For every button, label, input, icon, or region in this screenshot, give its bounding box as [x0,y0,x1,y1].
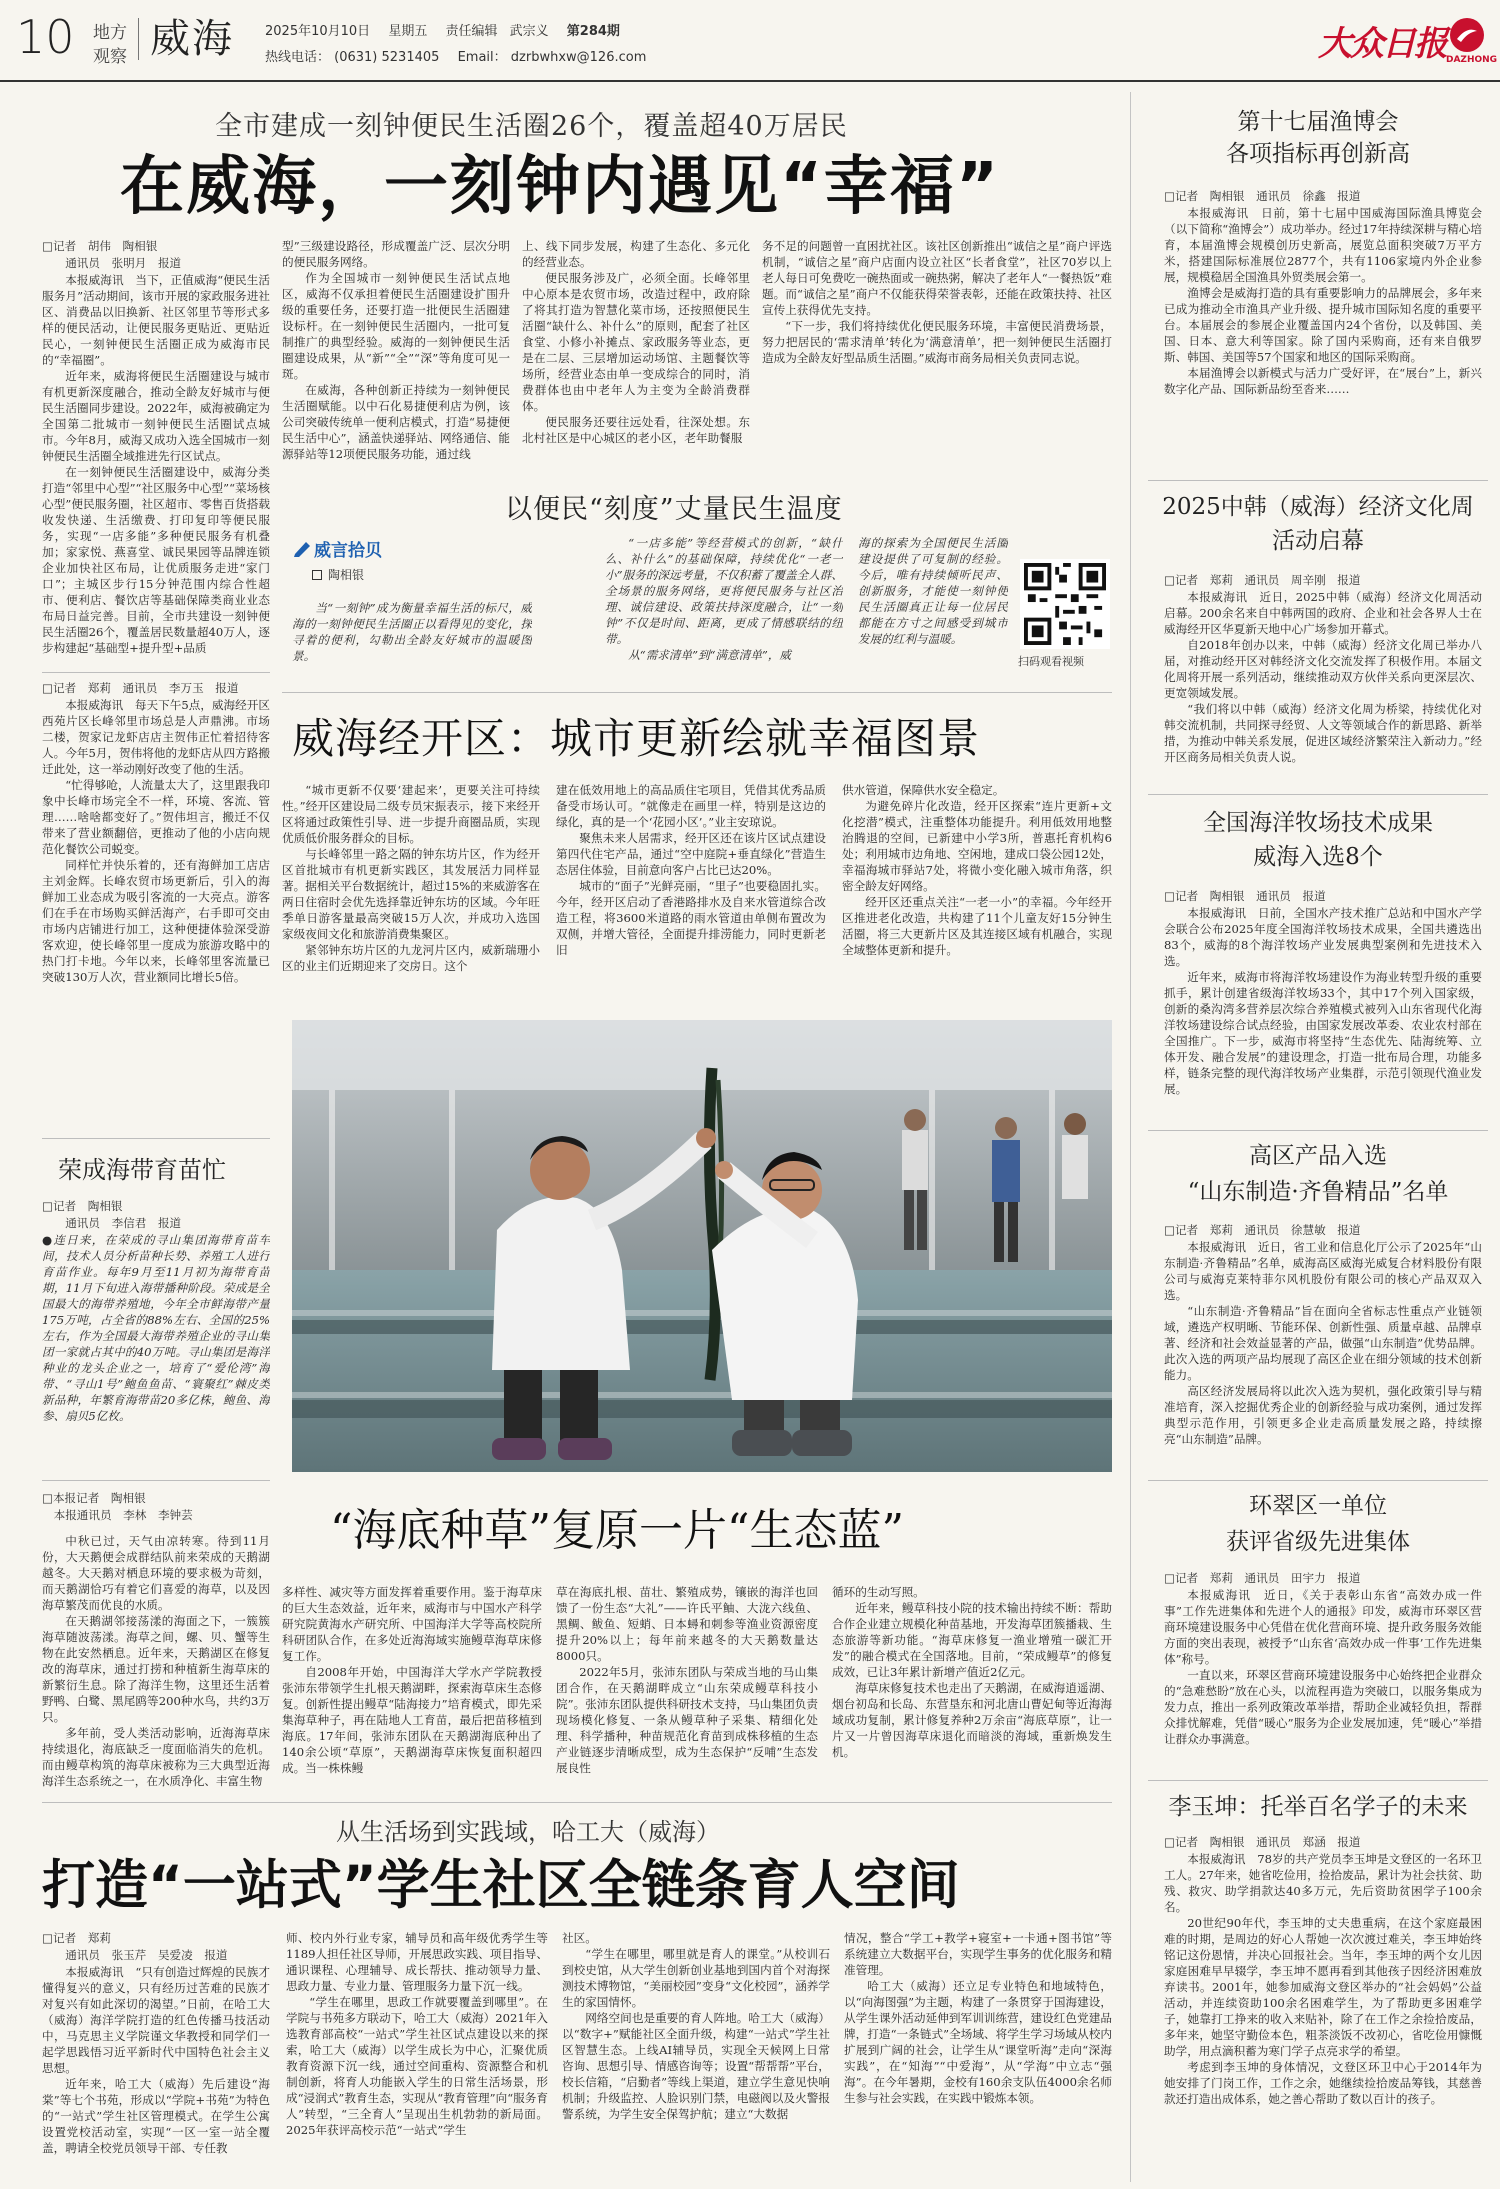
feature4-col2 [562,1930,830,2180]
right-art2-title2: 活动启幕 [1272,528,1364,554]
right-art5-title1: 环翠区一单位 [1249,1493,1387,1519]
column-divider [1130,92,1131,2182]
lead-col1 [42,238,270,668]
lead-headline: 在威海，一刻钟内遇见“幸福” [120,150,1001,224]
right-article-2 [1148,490,1488,790]
paragraph: 近年来，威海市将海洋牧场建设作为海业转型升级的重要抓手，累计创建省级海洋牧场33个，其中17个列入国家级，创新的桑沟湾多营养层次综合养殖模式被列入山东省现代化海洋牧场建设综合试点经验，由国家发展改革委、农业农村部在全国推广。下一步，威海市将坚持“生态优先、陆海统筹、立体开发、融合发展”的建设理念，打造一批布局合理，功能多样，链条完整的现代海洋牧场产业集群，示范引领现代渔业发展。 [1164,970,1482,1096]
paragraph: 与长峰邻里一路之隔的钟东坊片区，作为经开区首批城市有机更新实践区，其发展活力同样显著。据相关平台数据统计，超过15%的来威游客在两日住宿时会优先选择靠近钟东坊的区域。今年旺季单日游客量最高突破15万人次，并成功入选国家级夜间文化和旅游消费集聚区。 [282,847,540,941]
feature3-col2 [556,1584,818,1792]
lead-col3 [522,238,750,470]
paragraph: 近年来，威海将便民生活圈建设与城市有机更新深度融合，推动全龄友好城市与便民生活圈同步建设。2022年，威海被确定为全国第二批城市一刻钟便民生活圈试点城市。今年8月，威海又成功入选全国城市一刻钟便民生活圈全域推进先行区试点。 [42,369,270,463]
paragraph: 在天鹅湖邻接荡漾的海面之下，一簇簇海草随波荡漾。海草之间，螺、贝、蟹等生物在此安然栖息。近年来，天鹅湖区在修复改的海草床，通过打捞和种植新生海草床的新繁衍生息。除了海洋生物，这里还生活着野鸭、白鹭、黑尾鸥等200种水鸟，共约3万只。 [42,1614,270,1724]
feature4-kicker: 从生活场到实践域，哈工大（威海） [336,1818,720,1846]
right-art3-body [1164,905,1482,1097]
feature2-col2 [556,782,826,1008]
lead-col2 [282,238,510,470]
qr-code-icon [1024,563,1106,645]
paragraph: 在威海，各种创新正持续为一刻钟便民生活圈赋能。以中石化易捷便利店为例，该公司突破传统单一便利店模式，打造“易捷便民生活中心”，涵盖快递驿站、网络通信、能源驿站等12项便民服务功能，通过线 [282,383,510,461]
paragraph: 本报威海讯 日前，第十七届中国威海国际渔具博览会（以下简称“渔博会”）成功举办。经过17年持续深耕与精心培育，本届渔博会规模创历史新高，展览总面积突破7万平方米，搭建国际标准展位2877个，共有1106家境内外企业参展，规模稳居全国渔具外贸类展会第一。 [1164,206,1482,284]
paragraph: “一店多能”等经营模式的创新，“缺什么、补什么”的基础保障，持续优化“一老一小”服务的深远考量，不仅积蓄了覆盖全人群、全场景的服务网络，更将便民服务与社区治理、诚信建设、政策扶持深度融合，让“一刻钟”不仅是时间、距离，更成了情感联结的纽带。 [605,536,843,646]
logo-sub: DAZHONG [1446,55,1498,65]
feature3-col0-body [42,1533,270,1789]
left-article3 [42,1198,270,1446]
right-art2-title1: 2025中韩（威海）经济文化周 [1162,494,1474,520]
paragraph: 本报威海讯 近日，《关于表彰山东省“高效办成一件事”工作先进集体和先进个人的通报》印发，威海市环翠区营商环境建设服务中心凭借在优化营商环境、提升政务服务效能方面的突出表现，被授予“山东省‘高效办成一件事’工作先进集体”称号。 [1164,1588,1482,1666]
paragraph: 城市的“面子”光鲜亮丽，“里子”也要稳固扎实。今年，经开区启动了香港路排水及自来水管道综合改造工程，将3600米道路的雨水管道由单侧布置改为双侧，并增大管径，全面提升排涝能力，同时更新老旧 [556,879,826,957]
feature-photo [292,1020,1112,1472]
paragraph: 20世纪90年代，李玉坤的丈夫患重病，在这个家庭最困难的时期，是周边的好心人帮她一次次渡过难关，李玉坤始终铭记这份恩情，并决心回报社会。当年，李玉坤的两个女儿因家庭困难早早辍学，李玉坤不愿再看到其他孩子因经济困难放弃读书。2001年，她参加威海文登区举办的“社会妈妈”公益活动，并连续资助100余名困难学生，为了帮助更多困难学子，她靠打工挣来的收入来贴补，除了在工作之余捡拾废品，多年来，她坚守勤俭本色，粗茶淡饭不改初心，省吃俭用慷慨助学，用点滴积蓄为寒门学子点亮求学的希望。 [1164,1916,1482,2058]
email: dzrbwhxw@126.com [510,50,647,65]
paragraph: 哈工大（威海）还立足专业特色和地域特色，以“向海图强”为主题，构建了一条贯穿于国海建设，从学生课外活动延伸到军训训练营，建设红色党建品牌，打造“一条链式”全场域、将学生学习场域从校内扩展到广阔的社会，让学生从“课堂听海”走向“深海实践”，在“知海”“中爱海”，从“学海”中立志“强海”。在今年暑期，金校有160余支队伍4000余名师生参与社会实践，在实践中锻炼本领。 [844,1979,1112,2105]
logo-emblem-icon [1450,18,1484,52]
masthead [0,0,1500,86]
paragraph: 多样性、减灾等方面发挥着重要作用。鉴于海草床的巨大生态效益，近年来，威海市与中国水产科学研究院黄海水产研究所、中国海洋大学等高校院所科研团队合作，在多处近海海域实施鳗草海草床修复工作。 [282,1585,542,1663]
right-art3-title2: 威海入选8个 [1253,844,1383,870]
paragraph: 为避免碎片化改造，经开区探索“连片更新+文化挖潜”模式，注重整体功能提升。利用低效用地整治腾退的空间，已新建中小学3所，普惠托育机构6处；利用城市边角地、空闲地，建成口袋公园12处，幸福海城市驿站7处，将微小变化融入城市角落，织密全龄友好网络。 [842,799,1112,893]
paragraph: 渔博会是威海打造的具有重要影响力的品牌展会，多年来已成为推动全市渔具产业升级、提升城市国际知名度的重要平台。本届展会的参展企业覆盖国内24个省份，以及韩国、美国、日本、意大利等国家。除了国内采购商，还有来自俄罗斯、韩国、美国等57个国家和地区的国际采购商。 [1164,286,1482,364]
header-editor: 武宗义 [509,24,549,39]
left-article3-byline1: □记者 陶相银 [42,1199,123,1213]
commentary-col1 [292,600,532,690]
author-square-icon [312,570,322,580]
right-art4-byline: □记者 郑莉 通讯员 徐慧敏 报道 [1164,1223,1361,1237]
paragraph: 多年前，受人类活动影响，近海海草床持续退化，海底缺乏一度面临消失的危机。而由鳗草构筑的海草床被称为三大典型近海海洋生态系统之一，在水质净化、丰富生物 [42,1726,270,1788]
paragraph: 近年来，鳗草科技小院的技术输出持续不断：帮助合作企业建立规模化种苗基地，开发海草团簇播栽、生态旅游等新功能。“海草床修复一渔业增殖一碳汇开发”的融合模式在全国落地。目前，“荣成鳗草”的修复成效，已让3年累计新增产值近2亿元。 [832,1601,1112,1679]
right-art4-body [1164,1239,1482,1447]
paragraph: 考虑到李玉坤的身体情况，文登区环卫中心于2014年为她安排了门岗工作，工作之余，她继续捡拾废品筹钱，其慈善款还打造出成体系，她之善心帮助了数以百计的孩子。 [1164,2060,1482,2106]
lead-col4 [762,238,1112,470]
paragraph: “学生在哪里，哪里就是育人的课堂。”从校训石到校史馆，从大学生创新创业基地到国内首个对海探测技术博物馆，“美丽校园”变身“文化校园”，涵养学生的家国情怀。 [562,1947,830,2009]
feature4-col0 [42,1930,270,2180]
paragraph: 本报威海讯 78岁的共产党员李玉坤是文登区的一名环卫工人。27年来，她省吃俭用，捡拾废品，累计为社会扶贫、助残、救灾、助学捐款达40多万元，先后资助贫困学子100余名。 [1164,1852,1482,1914]
hotline-label: 热线电话： [265,50,331,65]
feature3-byline1: □本报记者 陶相银 [42,1491,146,1505]
feature4-byline2: 通讯员 张玉芹 吴爱凌 报道 [65,1948,228,1962]
commentary-column-name: 威言拾贝 [314,541,382,561]
right-art5-body [1164,1587,1482,1747]
left-article3-title: 荣成海带育苗忙 [58,1156,226,1184]
lead-byline2: 通讯员 张明月 报道 [65,256,182,270]
paragraph: 本报威海讯 每天下午5点，威海经开区西苑片区长峰邻里市场总是人声鼎沸。市场二楼，贺家记龙虾店店主贺伟正忙着招待客人。今年5月，贺伟将他的龙虾店从四方路搬迁此处，这一举动刚好改变了他的生活。 [42,698,270,776]
pen-icon [292,538,314,562]
left-article2-byline: □记者 郑莉 通讯员 李万玉 报道 [42,681,239,695]
right-rule-2 [1148,794,1488,795]
paragraph: 师、校内外行业专家，辅导员和高年级优秀学生等1189人担任社区导师，开展思政实践、项目指导、通识课程、心理辅导、成长帮扶、推动领导力量、思政力量、专业力量、管理服务力量下沉一线。 [286,1931,548,1993]
right-art6-title: 李玉坤：托举百名学子的未来 [1168,1794,1468,1820]
right-article-6 [1148,1788,1488,2182]
qr-caption: 扫码观看视频 [1018,655,1084,668]
section-divider [138,18,139,60]
right-art4-title1: 高区产品入选 [1249,1143,1387,1169]
right-article-3 [1148,806,1488,1136]
paragraph: “城市更新不仅要‘建起来’，更要关注可持续性。”经开区建设局二级专员宋振表示，接下来经开区将通过政策性引导、进一步提升商圈品质，实现优质低价服务群众的目标。 [282,783,540,845]
paragraph: 聚焦未来人居需求，经开区还在该片区试点建设第四代住宅产品，通过“空中庭院+垂直绿化”营造生态居住体验，目前意向客户占比已达20%。 [556,831,826,877]
paragraph: 务不足的问题曾一直困扰社区。该社区创新推出“诚信之星”商户评选机制，“诚信之星”商户店面内设立社区“长者食堂”，社区70岁以上老人每日可免费吃一碗热面或一碗热粥，解决了老年人“一餐热饭”难题。而“诚信之星”商户不仅能获得荣誉表彰，还能在政策扶持、社区宣传上获得优先支持。 [762,239,1112,317]
paragraph: 社区。 [562,1931,597,1945]
header-meta [265,20,620,39]
qr-code[interactable] [1020,559,1110,649]
right-rule-1 [1148,480,1488,481]
paragraph: 从“需求清单”到“满意清单”，威 [628,648,792,662]
rule-under-commentary [282,692,1112,693]
right-art4-title2: “山东制造·齐鲁精品”名单 [1187,1179,1449,1205]
paragraph: 海草床修复技术也走出了天鹅湖，在威海逍遥湖、烟台初岛和长岛、东营垦东和河北唐山曹妃甸等近海海域成功复制，累计修复养种2万余亩“海底草原”，让一片又一片曾因海草床退化而暗淡的海域，重新焕发生机。 [832,1681,1112,1759]
lead-col1-body [42,272,270,656]
feature3-col0 [42,1490,270,1792]
right-art6-byline: □记者 陶相银 通讯员 郑涵 报道 [1164,1835,1361,1849]
left-article2 [42,680,270,1010]
page-number: 10 [16,10,75,64]
paragraph: 情况，整合“学工+教学+寝室+一卡通+图书馆”等系统建立大数据平台，实现学生事务的优化服务和精准管理。 [844,1931,1112,1977]
seagrass-lab-photo [292,1020,1112,1472]
paragraph: 作为全国城市一刻钟便民生活试点地区，威海不仅承担着便民生活圈建设扩围升级的重要任务，还要打造一批便民生活圈建设标杆。在一刻钟便民生活圈内，一批可复制推广的典型经验。威海的一刻钟便民生活圈建设成果，从“新”“全”“深”等角度可见一斑。 [282,271,510,381]
header-editor-label: 责任编辑 [445,24,498,39]
paragraph: 本报威海讯 日前，全国水产技术推广总站和中国水产学会联合公布2025年度全国海洋牧场技术成果，全国共遴选出83个，威海的8个海洋牧场产业发展典型案例和先进技术入选。 [1164,906,1482,968]
paragraph: 经开区还重点关注“一老一小”的幸福。今年经开区推进老化改造，共构建了11个儿童友好15分钟生活圈，将三大更新片区及其连接区域有机融合，实现全域整体更新和提升。 [842,895,1112,957]
paragraph: 海的探索为全国便民生活圈建设提供了可复制的经验。今后，唯有持续倾听民声、创新服务，才能使一刻钟便民生活圈真正让每一位居民都能在方寸之间感受到城市发展的红利与温暖。 [858,536,1008,646]
feature3-byline2: 本报通讯员 李林 李钟芸 [53,1508,193,1522]
right-rule-3 [1148,1130,1488,1131]
right-article-1 [1148,106,1488,476]
commentary-author: 陶相银 [328,568,365,582]
paragraph: “我们将以中韩（威海）经济文化周为桥梁，持续优化对韩交流机制，共同探寻经贸、人文等领域合作的新思路、新举措，为推动中韩关系发展，促进区域经济繁荣注入新动力。”经开区商务局相关负责人说。 [1164,702,1482,764]
email-label: Email： [457,50,507,65]
paragraph: 建在低效用地上的高品质住宅项目，凭借其优秀品质备受市场认可。“就像走在画里一样，特别是这边的绿化，真的是一个‘花园小区’。”业主安琼说。 [556,783,826,829]
paragraph: “下一步，我们将持续优化便民服务环境，丰富便民消费场景，努力把居民的‘需求清单’转化为‘满意清单’，把一刻钟便民生活圈打造成为全龄友好型品质生活圈。”威海市商务局相关负责同志说。 [762,319,1112,365]
rule-left-article3 [42,1138,270,1139]
commentary-col3 [858,535,1008,690]
right-art3-title1: 全国海洋牧场技术成果 [1203,810,1433,836]
paragraph: 型”三级建设路径，形成覆盖广泛、层次分明的便民服务网络。 [282,239,510,269]
hotline: (0631) 5231405 [334,50,440,65]
paragraph: 自2008年开始，中国海洋大学水产学院教授张沛东带领学生扎根天鹅湖畔，探索海草床生态修复。创新性提出鳗草“陆海接力”培育模式，即先采集海草种子，再在陆地人工育苗，最后把苗移植到海底。17年间，张沛东团队在天鹅湖海底种出了140余公顷“草原”，天鹅湖海草床恢复面积超四成。当一株株鳗 [282,1665,542,1775]
lead-kicker: 全市建成一刻钟便民生活圈26个，覆盖超40万居民 [215,111,848,142]
rule-left-article2 [42,672,270,673]
commentary-col2 [605,535,843,690]
header-issue: 第284期 [566,24,620,39]
paragraph: 循环的生动写照。 [832,1585,925,1599]
paragraph: 上、线下同步发展，构建了生态化、多元化的经营业态。 [522,239,750,269]
feature4-col0-body [42,1964,270,2156]
paragraph: 本届渔博会以新模式与活力广受好评，在“展台”上，新兴数字化产品、国际新品纷至沓来…… [1164,366,1482,396]
feature3-headline: “海底种草”复原一片“生态蓝” [330,1505,904,1556]
header-date: 2025年10月10日 [265,24,371,39]
right-art3-byline: □记者 陶相银 通讯员 报道 [1164,889,1326,903]
section-line2: 观察 [93,47,127,67]
paragraph: 近年来，哈工大（威海）先后建设“海棠”等七个书苑，形成以“学院+书苑”为特色的“一站式”学生社区管理模式。在学生公寓设置党校活动室，实现“一区一室一站全覆盖，聘请全校党员领导干部、专任教 [42,2077,270,2155]
left-article3-byline2: 通讯员 李信君 报道 [65,1216,182,1230]
newspaper-logo [1318,14,1498,72]
commentary-title: 以便民“刻度”丈量民生温度 [505,494,843,525]
paragraph: 自2018年创办以来，中韩（威海）经济文化周已举办八届，对推动经开区对韩经济文化交流发挥了积极作用。本届文化周将开展一系列活动，继续推动双方伙伴关系向更深层次、更宽领域发展。 [1164,638,1482,700]
right-art5-title2: 获评省级先进集体 [1226,1529,1410,1555]
right-art1-title1: 第十七届渔博会 [1237,109,1399,135]
paragraph: 同样忙并快乐着的，还有海鲜加工店店主刘金辉。长峰农贸市场更新后，引入的海鲜加工业态成为吸引客流的一大亮点。游客们在手在市场购买鲜活海产，右手即可交由市场内店铺进行加工，这种便捷体验深受游客欢迎，使长峰邻里一度成为旅游攻略中的热门打卡地。今年以来，长峰邻里客流量已突破130万人次，营业额同比增长5倍。 [42,858,270,984]
paragraph: 草在海底扎根、苗壮、繁殖成势，镶嵌的海洋也回馈了一份生态“大礼”——许氏平鲉、大泷六线鱼、黑鲷、鲅鱼、短蛸、日本蟳和刺参等渔业资源密度提升20%以上；每年前来越冬的大天鹅数量达8000只。 [556,1585,818,1663]
right-art6-body [1164,1851,1482,2107]
right-art1-body [1164,205,1482,397]
feature4-headline: 打造“一站式”学生社区全链条育人空间 [42,1855,960,1916]
header-contact [265,46,646,65]
header-weekday: 星期五 [388,24,428,39]
paragraph: 2022年5月，张沛东团队与荣成当地的马山集团合作，在天鹅湖畔成立“山东荣成鳗草科技小院”。张沛东团队提供科研技术支持，马山集团负责现场模化修复、一条从鳗草种子采集、精细化处理、科学播种，种苗规范化育苗到成株移植的生态产业链逐步清晰成型，成为生态保护“反哺”生态发展良性 [556,1665,818,1775]
paragraph: 本报威海讯 近日，省工业和信息化厅公示了2025年“山东制造·齐鲁精品”名单，威海高区威海光威复合材料股份有限公司与威海克莱特菲尔风机股份有限公司的核心产品双双入选。 [1164,1240,1482,1302]
paragraph: 本报威海讯 当下，正值威海“便民生活服务月”活动期间，该市开展的家政服务进社区、消费品以旧换新、社区邻里节等形式多样的便民活动，让便民服务更贴近、更贴近民心，一刻钟便民生活圈正成为威海市民的“幸福圈”。 [42,273,270,367]
paragraph: 中秋已过，天气由凉转寒。待到11月份，大天鹅便会成群结队前来荣成的天鹅湖越冬。大天鹅对栖息环境的要求极为苛刻，而天鹅湖恰巧有着它们喜爱的海草，以及因海草繁茂而优良的水质。 [42,1534,270,1612]
right-rule-5 [1148,1780,1488,1781]
left-article3-body: ●连日来，在荣成的寻山集团海带育苗车间，技术人员分析苗种长势、养殖工人进行育苗作业。每年9月至11月初为海带育苗期，11月下旬进入海带播种阶段。荣成是全国最大的海带养殖地，今年全市鲜海带产量175万吨，占全省的88%左右、全国的25%左右，作为全国最大海带养殖企业的寻山集团一家就占其中的40万吨。寻山集团是海洋种业的龙头企业之一，培育了“爱伦湾”海带、“寻山1号”鲍鱼鱼苗、“寰聚红”棘皮类新品种，年繁育海带苗20多亿株，鲍鱼、海参、扇贝5亿枚。 [42,1233,270,1423]
rule-feature3 [42,1480,270,1481]
paragraph: 一直以来，环翠区营商环境建设服务中心始终把企业群众的“急难愁盼”放在心头，以流程再造为突破口，以服务集成为发力点，推出一系列政策改革举措，帮助企业减轻负担，帮群众排忧解难，凭借“暖心”服务为企业发展加速，凭“暖心”举措让群众办事满意。 [1164,1668,1482,1746]
right-art1-title2: 各项指标再创新高 [1226,141,1410,167]
paragraph: 当“一刻钟”成为衡量幸福生活的标尺，威海的一刻钟便民生活圈正以看得见的变化，探寻着的便利，勾勒出全龄友好城市的温暖图景。 [292,601,532,663]
feature3-col3 [832,1584,1112,1792]
left-article2-body [42,697,270,985]
logo-text: 大众日报 [1318,24,1446,64]
paragraph: 本报威海讯 “只有创造过辉煌的民族才懂得复兴的意义，只有经历过苦难的民族才对复兴有如此深切的渴望。”日前，在哈工大（威海）海洋学院打造的红色传播马技活动中，马克思主义学院谨文华教授和同学们一起学思践悟习近平新时代中国特色社会主义思想。 [42,1965,270,2075]
right-article-4 [1148,1138,1488,1478]
paragraph: 便民服务还要往远处看，往深处想。东北村社区是中心城区的老小区，老年助餐服 [522,415,750,445]
right-art2-body [1164,589,1482,765]
paragraph: 紧邻钟东坊片区的九龙河片区内，威新瑞珊小区的业主们近期迎来了交房日。这个 [282,943,540,973]
feature4-col1 [286,1930,548,2180]
paragraph: “学生在哪里，思政工作就要覆盖到哪里”。在学院与书苑多方联动下，哈工大（威海）2021年入选教育部高校“一站式”学生社区试点建设以来的探索，哈工大（威海）以学生成长为中心，汇聚优质教育资源下沉一线，通过空间重构、资源整合和机制创新，将育人功能嵌入学生的日常生活场景，形成“浸润式”教育生态，实现从“教育管理”向“服务育人”转型，“三全育人”呈现出生机勃勃的新局面。2025年获评高校示范“一站式”学生 [286,1995,548,2137]
feature3-col1 [282,1584,542,1792]
paragraph: “忙得够呛，人流量太大了，这里跟我印象中长峰市场完全不一样，环境、客流、管理……啥啥都变好了。”贺伟坦言，搬迁不仅带来了营业额翻倍，更推动了他的小店向规范化餐饮公司蜕变。 [42,778,270,856]
lead-byline1: □记者 胡伟 陶相银 [42,239,158,253]
right-art2-byline: □记者 郑莉 通讯员 周辛刚 报道 [1164,573,1361,587]
right-article-5 [1148,1488,1488,1778]
feature2-col1 [282,782,540,1008]
paragraph: 网络空间也是重要的育人阵地。哈工大（威海）以“数字+”赋能社区全面升级，构建“一站式”学生社区智慧生态。上线AI辅导员，实现全天候网上日常咨询、思想引导、情感咨询等；设置“帮帮帮”平台，校长信箱，“启勤者”等线上渠道，建立学生意见快响机制；升级监控、人脸识别门禁，电磁阀以及火警报警系统，为学生安全保驾护航；建立“大数据 [562,2011,830,2121]
section-name: 威海 [150,16,234,62]
feature2-col3 [842,782,1112,1008]
paragraph: 供水管道，保障供水安全稳定。 [842,783,1005,797]
section-line1: 地方 [93,23,127,43]
feature4-byline1: □记者 郑莉 [42,1931,111,1945]
rule-feature4 [42,1802,1112,1803]
paragraph: 在一刻钟便民生活圈建设中，威海分类打造“邻里中心型”“社区服务中心型”“菜场核心型”便民服务圈，社区超市、零售百货搭载收发快递、生活缴费、打印复印等便民服务，实现“一店多能”多种便民服务有机叠加；家家悦、燕喜堂、诚民果园等品牌连锁企业加快社区布局，让优质服务走进“家门口”；主城区步行15分钟范围内综合性超市、便利店、餐饮店等基础保障类商业业态布局日益完善。目前，全市共建设一刻钟便民生活圈26个，覆盖居民数量超40万人，逐步构建起“基础型+提升型+品质 [42,465,270,655]
paragraph: “山东制造·齐鲁精品”旨在面向全省标志性重点产业链领域，遴选产权明晰、节能环保、创新性强、质量卓越、品牌卓著、经济和社会效益显著的产品，做强“山东制造”优势品牌。此次入选的两项产品均展现了高区企业在细分领域的技术创新能力。 [1164,1304,1482,1382]
feature4-col3 [844,1930,1112,2180]
paragraph: 便民服务涉及广，必须全面。长峰邻里中心原本是农贸市场，改造过程中，政府除了将其打造为智慧化菜市场，还按照便民生活圈“缺什么、补什么”的原则，配套了社区食堂、小修小补摊点、家政服务等业态，更是在二层、三层增加运动场馆、主题餐饮等场所，经营业态由单一变成综合的同时，消费群体也由中老年人为主变为全龄消费群体。 [522,271,750,413]
right-art1-byline: □记者 陶相银 通讯员 徐鑫 报道 [1164,189,1361,203]
right-art5-byline: □记者 郑莉 通讯员 田宇力 报道 [1164,1571,1361,1585]
paragraph: 本报威海讯 近日，2025中韩（威海）经济文化周活动启幕。200余名来自中韩两国的政府、企业和社会各界人士在威海经开区华夏新天地中心广场参加开幕式。 [1164,590,1482,636]
paragraph: 高区经济发展局将以此次入选为契机，强化政策引导与精准培育，深入挖掘优秀企业的创新经验与成功案例，通过发挥典型示范作用，引领更多企业走高质量发展之路，持续擦亮“山东制造”品牌。 [1164,1384,1482,1446]
header-rule [0,80,1500,82]
right-rule-4 [1148,1480,1488,1481]
feature2-headline: 威海经开区：城市更新绘就幸福图景 [292,714,981,763]
